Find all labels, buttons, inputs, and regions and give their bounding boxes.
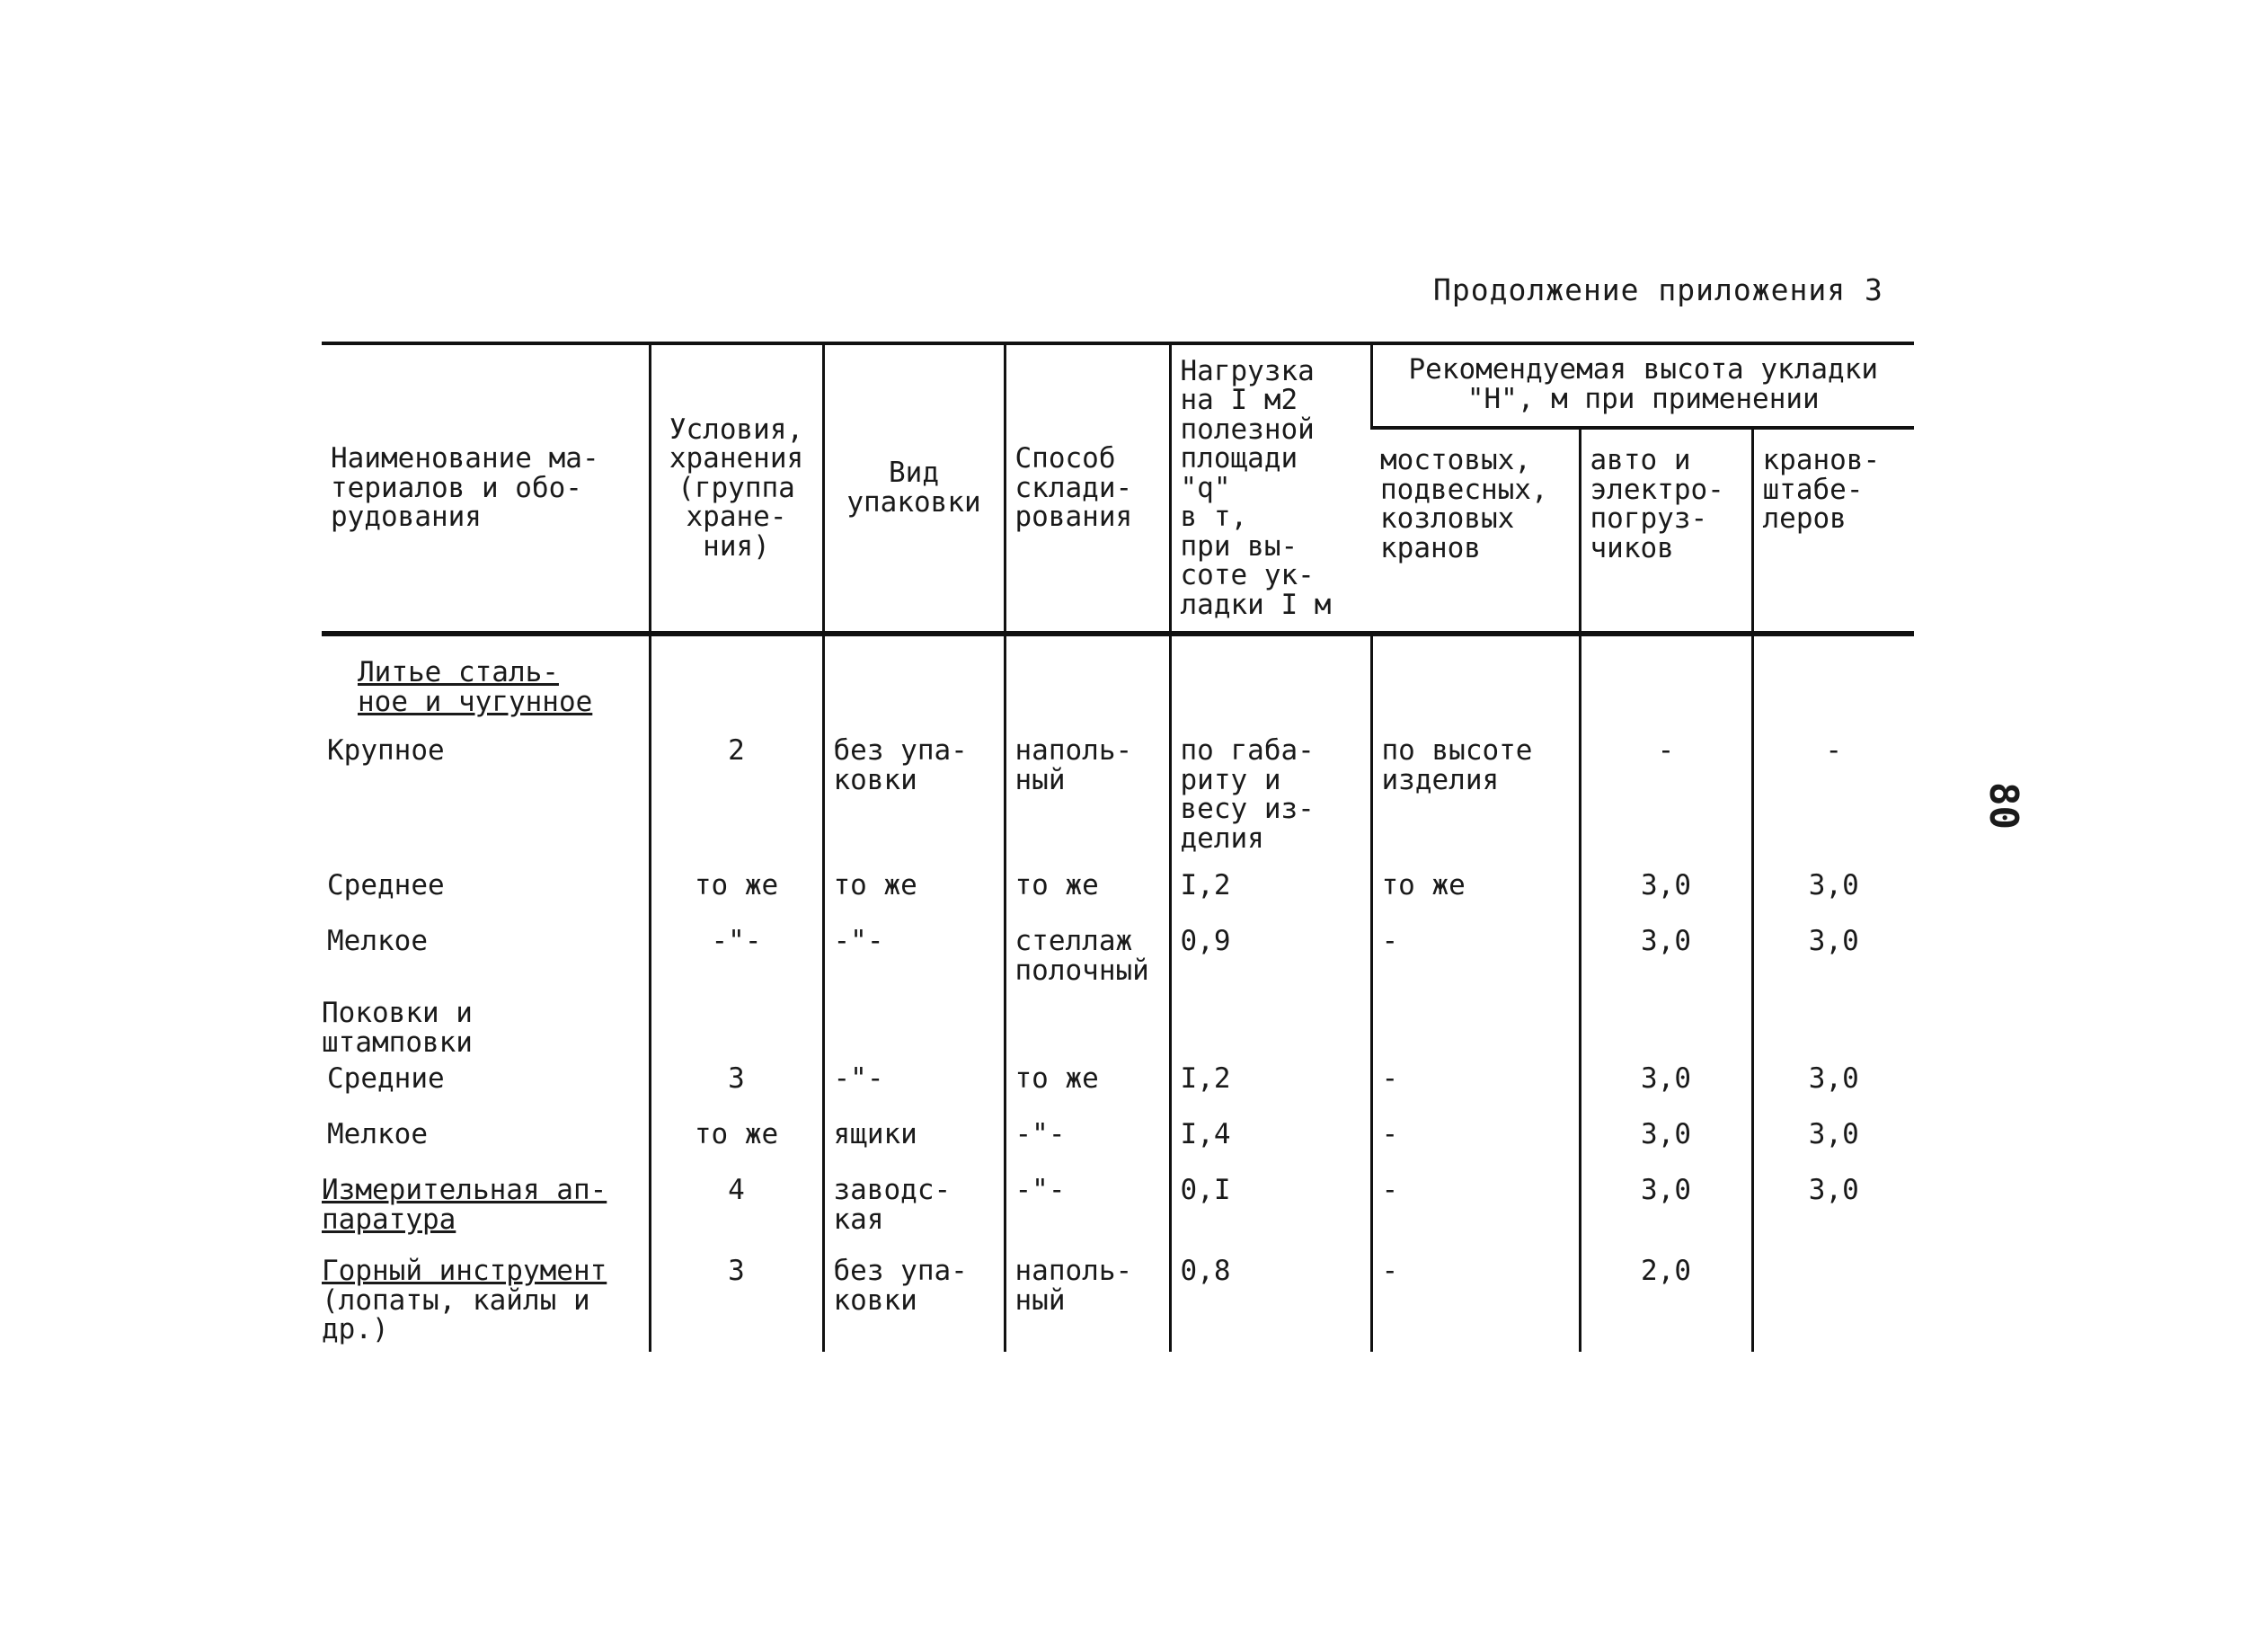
cell-packaging: -"-: [823, 1061, 1005, 1116]
cell-name: Мелкое: [327, 1118, 428, 1151]
cell-height-cranes: -: [1371, 1253, 1580, 1352]
cell-name: [322, 1253, 650, 1352]
page-header: Продолжение приложения 3: [1433, 272, 1883, 307]
cell-load: 0,8: [1170, 1253, 1371, 1352]
table-row: [322, 634, 1914, 733]
cell-height-stackers: 3,0: [1752, 1172, 1914, 1253]
table-row: [322, 923, 1914, 995]
header-name: Наименование ма- териалов и обо- рудования: [322, 343, 650, 634]
cell-height-cranes: [1371, 634, 1580, 733]
cell-conditions: то же: [650, 867, 823, 923]
cell-name: Поковки и штамповки: [322, 997, 473, 1059]
cell-load: I,4: [1170, 1116, 1371, 1172]
cell-height-stackers: [1752, 1253, 1914, 1352]
cell-method: наполь- ный: [1005, 733, 1170, 867]
cell-height-cranes: по высоте изделия: [1371, 733, 1580, 867]
cell-name: Крупное: [327, 734, 445, 767]
cell-method: -"-: [1005, 1116, 1170, 1172]
cell-packaging: то же: [823, 867, 1005, 923]
cell-height-stackers: 3,0: [1752, 923, 1914, 995]
table-row: [322, 1116, 1914, 1172]
cell-height-stackers: 3,0: [1752, 1116, 1914, 1172]
cell-load: [1170, 995, 1371, 1061]
cell-load: 0,I: [1170, 1172, 1371, 1253]
cell-height-forklifts: 3,0: [1580, 923, 1752, 995]
cell-method: [1005, 995, 1170, 1061]
header-stackers: кранов- штабе- леров: [1752, 428, 1914, 634]
table-row: [322, 1172, 1914, 1253]
header-bridge-cranes: мостовых, подвесных, козловых кранов: [1371, 428, 1580, 634]
cell-method: стеллаж полочный: [1005, 923, 1170, 995]
cell-name: Мелкое: [327, 925, 428, 957]
cell-load: I,2: [1170, 1061, 1371, 1116]
cell-name: Литье сталь- ное и чугунное: [358, 656, 593, 718]
cell-load: [1170, 634, 1371, 733]
cell-height-stackers: [1752, 995, 1914, 1061]
cell-height-forklifts: 3,0: [1580, 867, 1752, 923]
cell-height-cranes: -: [1371, 1061, 1580, 1116]
cell-height-stackers: 3,0: [1752, 1061, 1914, 1116]
cell-name-main: Горный инструмент: [322, 1255, 607, 1288]
cell-conditions: 4: [650, 1172, 823, 1253]
cell-height-forklifts: 2,0: [1580, 1253, 1752, 1352]
cell-packaging: [823, 634, 1005, 733]
cell-conditions: [650, 995, 823, 1061]
table-row: [322, 1253, 1914, 1352]
cell-packaging: заводс- кая: [823, 1172, 1005, 1253]
cell-height-stackers: -: [1752, 733, 1914, 867]
cell-conditions: 3: [650, 1253, 823, 1352]
cell-height-forklifts: [1580, 634, 1752, 733]
cell-height-stackers: 3,0: [1752, 867, 1914, 923]
header-forklifts: авто и электро- погруз- чиков: [1580, 428, 1752, 634]
cell-height-cranes: -: [1371, 1116, 1580, 1172]
cell-conditions: то же: [650, 1116, 823, 1172]
cell-load: I,2: [1170, 867, 1371, 923]
header-recommended-height: Рекомендуемая высота укладки "Н", м при применении: [1371, 343, 1914, 428]
cell-height-forklifts: 3,0: [1580, 1172, 1752, 1253]
cell-load: по габа- риту и весу из- делия: [1170, 733, 1371, 867]
cell-method: наполь- ный: [1005, 1253, 1170, 1352]
cell-height-forklifts: [1580, 995, 1752, 1061]
cell-name: Средние: [327, 1062, 445, 1096]
cell-method: то же: [1005, 867, 1170, 923]
table-row: [322, 733, 1914, 867]
cell-height-cranes: [1371, 995, 1580, 1061]
cell-packaging: без упа- ковки: [823, 1253, 1005, 1352]
cell-height-stackers: [1752, 634, 1914, 733]
cell-method: то же: [1005, 1061, 1170, 1116]
table-row: [322, 995, 1914, 1061]
cell-conditions: [650, 634, 823, 733]
cell-packaging: ящики: [823, 1116, 1005, 1172]
cell-height-cranes: -: [1371, 1172, 1580, 1253]
table-body: [322, 634, 1914, 1352]
cell-method: [1005, 634, 1170, 733]
header-load: Нагрузка на I м2 полезной площади "q" в т, при вы- соте ук- ладки I м: [1170, 343, 1371, 634]
cell-packaging: [823, 995, 1005, 1061]
storage-table: [322, 342, 1914, 1352]
cell-name-extra: (лопаты, кайлы и др.): [322, 1283, 590, 1346]
cell-conditions: 3: [650, 1061, 823, 1116]
cell-height-forklifts: 3,0: [1580, 1061, 1752, 1116]
cell-method: -"-: [1005, 1172, 1170, 1253]
page-number: 80: [1980, 782, 2026, 830]
header-storage-method: Способ склади- рования: [1005, 343, 1170, 634]
cell-height-cranes: -: [1371, 923, 1580, 995]
cell-height-forklifts: -: [1580, 733, 1752, 867]
cell-load: 0,9: [1170, 923, 1371, 995]
cell-packaging: -"-: [823, 923, 1005, 995]
header-conditions: Условия, хранения (группа хране- ния): [650, 343, 823, 634]
cell-name: Измерительная ап- паратура: [322, 1174, 607, 1236]
header-packaging: Вид упаковки: [823, 343, 1005, 634]
cell-conditions: 2: [650, 733, 823, 867]
table-row: [322, 867, 1914, 923]
cell-height-cranes: то же: [1371, 867, 1580, 923]
table-row: [322, 1061, 1914, 1116]
cell-conditions: -"-: [650, 923, 823, 995]
cell-name: Среднее: [327, 869, 445, 901]
cell-packaging: без упа- ковки: [823, 733, 1005, 867]
cell-height-forklifts: 3,0: [1580, 1116, 1752, 1172]
